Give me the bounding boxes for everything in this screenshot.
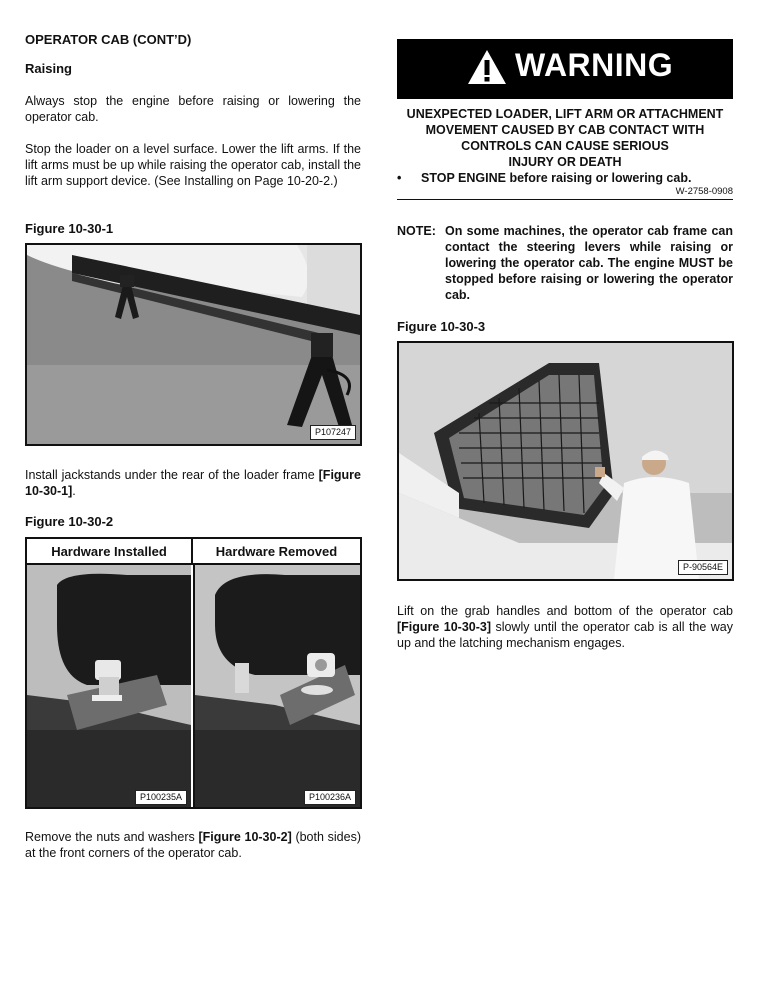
figure-reference: [Figure 10-30-3] [397,620,492,634]
figure-caption-2: Figure 10-30-2 [25,514,114,529]
paragraph-text: Lift on the grab handles and bottom of the operator cab [397,604,733,618]
figure-caption-3: Figure 10-30-3 [397,319,486,334]
paragraph-end: slowly until the operator cab is all the way up and the latching mechanism engages. [397,620,733,650]
figure-10-30-1-photo [25,243,362,446]
figure-reference: [Figure 10-30-2] [198,830,292,844]
paragraph-level-surface: Stop the loader on a level surface. Lower the lift arms. If the lift arms must be up while raising the operator cab, install the lift arm support device. (See Installing on Page 10-20-2.) [25,142,361,188]
figure-10-30-3-photo [397,341,734,581]
warning-banner [397,39,733,99]
warning-line: INJURY OR DEATH [508,155,622,169]
jackstand-illustration [27,245,360,444]
warning-line: UNEXPECTED LOADER, LIFT ARM OR ATTACHMENT [406,107,724,121]
paragraph-remove-nuts [25,829,361,861]
warning-line: CONTROLS CAN CAUSE SERIOUS [461,139,669,153]
raising-cab-illustration [399,343,732,579]
paragraph-text: Install jackstands under the rear of the loader frame [25,468,319,482]
paragraph-end: (both sides) at the front corners of the operator cab. [25,830,361,860]
warning-instruction: STOP ENGINE before raising or lowering cab. [421,171,692,185]
paragraph-stop-engine: Always stop the engine before raising or lowering the operator cab. [25,94,361,124]
paragraph-end: . [72,484,76,498]
warning-line: MOVEMENT CAUSED BY CAB CONTACT WITH [425,123,705,137]
nut-installed-illustration [27,565,191,807]
photo-id-label: P100236A [304,790,356,805]
paragraph-text: Remove the nuts and washers [25,830,199,844]
paragraph-lift-grab-handles [397,603,733,651]
subsection-title: Raising [25,61,72,76]
hardware-installed-photo [27,565,191,807]
paragraph-install-jackstands [25,467,361,499]
photo-id-label: P-90564E [678,560,728,575]
warning-code: W-2758-0908 [675,186,733,197]
warning-divider [397,199,733,200]
note-label: NOTE: [397,224,436,238]
column-header-removed: Hardware Removed [193,539,360,565]
warning-bullet: • [397,171,402,185]
warning-triangle-icon [467,49,507,85]
warning-message [397,106,733,170]
nut-removed-illustration [195,565,360,807]
figure-10-30-2 [25,537,362,809]
photo-id-label: P100235A [135,790,187,805]
section-title: OPERATOR CAB (CONT’D) [25,32,192,47]
hardware-removed-photo [195,565,360,807]
figure-caption-1: Figure 10-30-1 [25,221,114,236]
note-text: On some machines, the operator cab frame can contact the steering levers while raising or lowering the operator cab. The engine MUST be stopped before raising or lowering the operator cab. [445,224,733,302]
photo-id-label: P107247 [310,425,356,440]
column-header-installed: Hardware Installed [27,539,193,565]
figure-reference: [Figure 10-30-1] [25,468,361,498]
warning-word: WARNING [515,47,674,83]
